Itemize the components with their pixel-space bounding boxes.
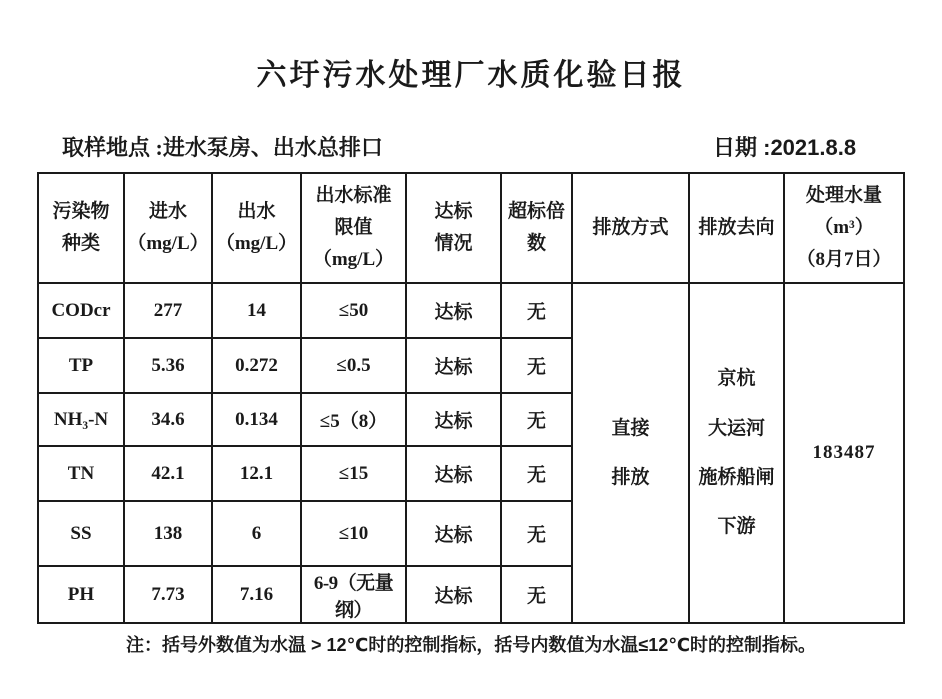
header-line: （mg/L） — [127, 233, 209, 254]
header-line: 排放去向 — [698, 216, 775, 238]
col-header-status — [406, 173, 501, 283]
report-title: 六圩污水处理厂水质化验日报 — [256, 59, 686, 92]
discharge-destination-line: 施桥船闸 — [698, 467, 775, 488]
cell-inflow: 5.36 — [124, 338, 212, 393]
col-header-pollutant — [38, 173, 124, 283]
cell-limit: ≤10 — [301, 501, 406, 566]
header-line: 数 — [526, 233, 546, 254]
cell-outflow: 0.272 — [212, 338, 301, 393]
cell-status: 达标 — [406, 283, 501, 338]
cell-treated-volume: 183487 — [784, 283, 904, 623]
header-line: （m³） — [814, 216, 874, 238]
cell-inflow: 277 — [124, 283, 212, 338]
cell-exceed: 无 — [501, 446, 572, 501]
header-line: 出水 — [237, 200, 276, 222]
header-line: 进水 — [148, 200, 187, 222]
footnote: 注：括号外数值为水温 > 12℃时的控制指标，括号内数值为水温≤12℃时的控制指标。 — [125, 635, 817, 655]
discharge-destination-line: 京杭 — [717, 368, 756, 390]
col-header-treated-volume — [784, 173, 904, 283]
discharge-destination-line: 大运河 — [707, 417, 765, 439]
cell-pollutant: NH₃-N — [38, 393, 124, 446]
header-line: 超标倍 — [507, 200, 565, 222]
col-header-limit — [301, 173, 406, 283]
cell-discharge-destination — [689, 283, 784, 623]
cell-limit: 6-9（无量纲） — [301, 566, 406, 623]
cell-outflow: 7.16 — [212, 566, 301, 623]
cell-pollutant: PH — [38, 566, 124, 623]
cell-pollutant: TN — [38, 446, 124, 501]
discharge-method-line: 排放 — [611, 467, 650, 488]
cell-inflow: 138 — [124, 501, 212, 566]
table-row — [38, 283, 904, 338]
cell-pollutant: CODcr — [38, 283, 124, 338]
header-line: 达标 — [434, 200, 473, 222]
discharge-method-line: 直接 — [611, 417, 650, 439]
col-header-discharge-method — [572, 173, 689, 283]
cell-exceed: 无 — [501, 566, 572, 623]
cell-exceed: 无 — [501, 501, 572, 566]
cell-status: 达标 — [406, 566, 501, 623]
header-line: 排放方式 — [592, 216, 669, 238]
cell-outflow: 12.1 — [212, 446, 301, 501]
cell-status: 达标 — [406, 393, 501, 446]
cell-inflow: 34.6 — [124, 393, 212, 446]
table-header-row — [38, 173, 904, 283]
cell-limit: ≤5（8） — [301, 393, 406, 446]
cell-limit: ≤15 — [301, 446, 406, 501]
header-line: 处理水量 — [805, 184, 882, 206]
cell-exceed: 无 — [501, 393, 572, 446]
cell-limit: ≤50 — [301, 283, 406, 338]
header-line: （8月7日） — [796, 249, 892, 271]
cell-limit: ≤0.5 — [301, 338, 406, 393]
discharge-destination-line: 下游 — [717, 516, 756, 538]
cell-pollutant: SS — [38, 501, 124, 566]
cell-outflow: 14 — [212, 283, 301, 338]
cell-outflow: 0.134 — [212, 393, 301, 446]
col-header-discharge-destination — [689, 173, 784, 283]
cell-status: 达标 — [406, 446, 501, 501]
cell-exceed: 无 — [501, 283, 572, 338]
header-line: 限值 — [334, 216, 373, 238]
header-line: 出水标准 — [315, 184, 392, 206]
report-date-label: 日期 :2021.8.8 — [713, 135, 857, 160]
col-header-exceed — [501, 173, 572, 283]
cell-discharge-method — [572, 283, 689, 623]
water-quality-table — [37, 172, 905, 624]
cell-status: 达标 — [406, 501, 501, 566]
header-line: （mg/L） — [312, 249, 395, 271]
col-header-inflow — [124, 173, 212, 283]
cell-exceed: 无 — [501, 338, 572, 393]
cell-outflow: 6 — [212, 501, 301, 566]
sample-location-label: 取样地点 :进水泵房、出水总排口 — [62, 135, 383, 160]
header-line: 种类 — [61, 233, 100, 254]
cell-inflow: 7.73 — [124, 566, 212, 623]
header-line: 情况 — [434, 233, 473, 254]
cell-status: 达标 — [406, 338, 501, 393]
col-header-outflow — [212, 173, 301, 283]
header-line: 污染物 — [52, 200, 110, 222]
cell-pollutant: TP — [38, 338, 124, 393]
cell-inflow: 42.1 — [124, 446, 212, 501]
header-line: （mg/L） — [215, 233, 298, 254]
